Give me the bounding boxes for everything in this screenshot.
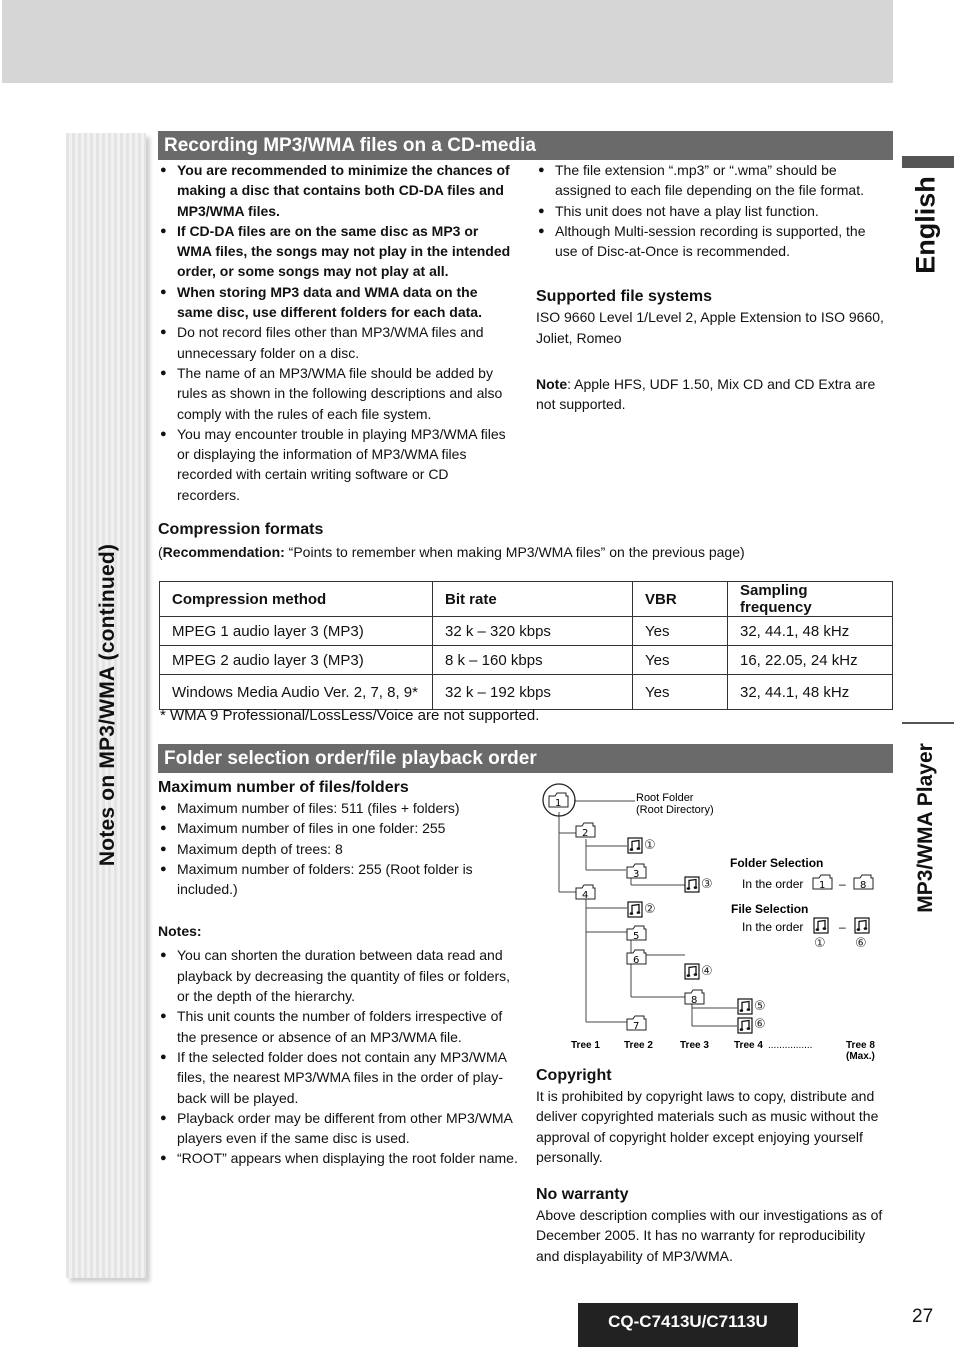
table-row xyxy=(160,617,893,646)
folder-number: 8 xyxy=(691,995,698,1006)
list-item: ● Although Multi-session recording is supported, the use of Disc-at-Once is recommended. xyxy=(536,221,886,262)
table-cell: Windows Media Audio Ver. 2, 7, 8, 9* xyxy=(160,675,433,710)
order-dash: – xyxy=(839,877,846,891)
language-tab xyxy=(906,170,946,280)
language-tab-text: English xyxy=(910,176,941,274)
recommendation-line xyxy=(158,542,893,562)
folder-selection-label: Folder Selection xyxy=(730,856,824,870)
file-number: ③ xyxy=(701,877,713,892)
music-file-icon xyxy=(738,1018,752,1033)
recommendation-label: Recommendation: xyxy=(162,544,285,560)
section1-right-column xyxy=(536,160,886,415)
list-item: ● Maximum number of files: 511 (files + folders) xyxy=(158,798,518,818)
list-item: ● You may encounter trouble in playing MP3/WMA files or displaying the information of MP3/WMA files recorded with certain writing software or CD recorders. xyxy=(158,424,514,505)
folder-number: 1 xyxy=(555,798,562,809)
note-text: : Apple HFS, UDF 1.50, Mix CD and CD Extra are not supported. xyxy=(536,376,876,413)
tree-labels xyxy=(571,1040,875,1062)
table-row xyxy=(160,646,893,675)
list-item: ● You can shorten the duration between data read and playback by decreasing the quantity of files or folders, or the depth of the hierarchy. xyxy=(158,945,518,1006)
list-item: ● The file extension “.mp3” or “.wma” should be assigned to each file depending on the file format. xyxy=(536,160,886,201)
music-file-icon xyxy=(685,877,699,892)
table-cell: 8 k – 160 kbps xyxy=(433,646,633,675)
table-cell: MPEG 1 audio layer 3 (MP3) xyxy=(160,617,433,646)
root-folder-label: Root Folder xyxy=(636,792,694,804)
table-header: Compression method xyxy=(160,582,433,617)
file-number: ① xyxy=(644,838,656,853)
music-file-icon xyxy=(628,902,642,917)
file-number: ④ xyxy=(701,964,713,979)
folder-icon xyxy=(576,823,595,839)
folder-tree-diagram xyxy=(530,780,890,1065)
folder-icon xyxy=(627,926,646,942)
table-cell: Yes xyxy=(633,617,728,646)
table-cell: 32, 44.1, 48 kHz xyxy=(728,617,893,646)
tree-label: Tree 4 xyxy=(734,1040,763,1051)
music-file-icon xyxy=(738,999,752,1014)
copyright-text: It is prohibited by copyright laws to copy, distribute and deliver copyrighted materials such as music without the approval of copyright holder except enjoying yourself personally. xyxy=(536,1088,879,1165)
compression-block xyxy=(158,520,893,562)
model-number-badge: CQ-C7413U/C7113U xyxy=(578,1303,798,1347)
folder-number: 5 xyxy=(633,931,640,942)
tree-dots: ................ xyxy=(768,1040,813,1051)
table-header: VBR xyxy=(633,582,728,617)
max-files-list xyxy=(158,798,518,899)
file-number: ① xyxy=(814,936,826,951)
right-tab-divider xyxy=(902,722,954,724)
in-the-order-label: In the order xyxy=(742,920,804,934)
table-header: Bit rate xyxy=(433,582,633,617)
file-number: ⑥ xyxy=(855,936,867,951)
root-directory-label: (Root Directory) xyxy=(636,804,714,816)
max-files-heading: Maximum number of files/folders xyxy=(158,779,409,796)
section1-left-column xyxy=(158,160,514,505)
folder-number: 8 xyxy=(860,880,867,891)
folder-icon xyxy=(627,950,646,966)
folder-number: 3 xyxy=(633,869,640,880)
folders xyxy=(549,793,873,1032)
compression-heading: Compression formats xyxy=(158,521,324,538)
tree-label: Tree 8 xyxy=(846,1040,875,1051)
section2-left-column xyxy=(158,778,518,1169)
list-item: ● If CD-DA files are on the same disc as MP3 or WMA files, the songs may not play in the intended order, or some songs may not play at all. xyxy=(158,221,514,282)
folder-icon xyxy=(576,885,595,901)
list-item: ● Playback order may be different from other MP3/WMA players even if the same disc is used. xyxy=(158,1108,518,1149)
max-label: (Max.) xyxy=(846,1051,875,1062)
list-item: ● This unit counts the number of folders irrespective of the presence or absence of an MP3/WMA file. xyxy=(158,1006,518,1047)
folder-icon xyxy=(813,875,832,891)
table-row xyxy=(160,675,893,710)
right-bullet-list xyxy=(536,160,886,261)
tree-label: Tree 2 xyxy=(624,1040,653,1051)
folder-number: 6 xyxy=(633,955,640,966)
note-label: Note xyxy=(536,376,568,393)
folder-icon xyxy=(854,875,873,891)
table-header: Sampling frequency xyxy=(728,582,893,617)
folder-number: 7 xyxy=(633,1021,640,1032)
order-dash: – xyxy=(839,920,846,934)
table-cell: MPEG 2 audio layer 3 (MP3) xyxy=(160,646,433,675)
file-number: ⑥ xyxy=(754,1017,766,1032)
list-item: ● If the selected folder does not contain any MP3/WMA files, the nearest MP3/WMA files in the order of play-back will be played. xyxy=(158,1047,518,1108)
copyright-heading: Copyright xyxy=(536,1067,612,1084)
section-folder-order-title: Folder selection order/file playback order xyxy=(158,744,893,773)
folder-icon xyxy=(627,864,646,880)
warranty-text: Above description complies with our investigations as of December 2005. It has no warranty for reproducibility and displayability of MP3/WMA. xyxy=(536,1207,883,1264)
side-title xyxy=(92,135,124,1275)
table-header-row xyxy=(160,582,893,617)
list-item: ● Do not record files other than MP3/WMA files and unnecessary folder on a disc. xyxy=(158,322,514,363)
file-number: ② xyxy=(644,902,656,917)
file-selection-label: File Selection xyxy=(731,902,809,916)
recommendation-open: ( xyxy=(158,544,163,560)
notes-list xyxy=(158,945,518,1168)
file-number: ⑤ xyxy=(754,999,766,1014)
table-cell: 16, 22.05, 24 kHz xyxy=(728,646,893,675)
folder-number: 4 xyxy=(582,890,589,901)
list-item: ● Maximum number of files in one folder: 255 xyxy=(158,818,518,838)
list-item: ● This unit does not have a play list function. xyxy=(536,201,886,221)
list-item: ● Maximum depth of trees: 8 xyxy=(158,839,518,859)
list-item: ● “ROOT” appears when displaying the root folder name. xyxy=(158,1148,518,1168)
table-cell: 32, 44.1, 48 kHz xyxy=(728,675,893,710)
bullet-list xyxy=(158,322,514,505)
music-file-icon xyxy=(685,964,699,979)
recommendation-text: “Points to remember when making MP3/WMA files” on the previous page) xyxy=(284,544,745,560)
in-the-order-label: In the order xyxy=(742,877,804,891)
right-tab-marker xyxy=(902,156,954,168)
compression-table xyxy=(159,581,893,710)
section-tab-text: MP3/WMA Player xyxy=(914,743,937,913)
page-number: 27 xyxy=(912,1306,934,1327)
music-file-icon xyxy=(855,918,869,933)
warranty-heading: No warranty xyxy=(536,1186,629,1204)
notes-heading: Notes: xyxy=(158,923,202,940)
file-systems-text: ISO 9660 Level 1/Level 2, Apple Extension to ISO 9660, Joliet, Romeo xyxy=(536,309,884,346)
table-cell: 32 k – 192 kbps xyxy=(433,675,633,710)
top-gray-band xyxy=(2,0,893,83)
folder-number: 1 xyxy=(819,880,826,891)
tree-label: Tree 1 xyxy=(571,1040,600,1051)
music-file-icon xyxy=(628,838,642,853)
bold-bullet-list xyxy=(158,160,514,322)
file-systems-heading: Supported file systems xyxy=(536,288,713,306)
music-file-icon xyxy=(814,918,828,933)
section2-right-column xyxy=(536,1066,890,1266)
folder-icon xyxy=(685,990,704,1006)
table-footnote: * WMA 9 Professional/LossLess/Voice are not supported. xyxy=(160,707,540,724)
table-cell: Yes xyxy=(633,646,728,675)
side-title-text: Notes on MP3/WMA (continued) xyxy=(96,543,119,867)
file-systems-note xyxy=(536,374,886,415)
list-item: ● Maximum number of folders: 255 (Root folder is included.) xyxy=(158,859,518,900)
table-cell: 32 k – 320 kbps xyxy=(433,617,633,646)
folder-number: 2 xyxy=(582,828,589,839)
table-cell: Yes xyxy=(633,675,728,710)
list-item: ● The name of an MP3/WMA file should be added by rules as shown in the following descriptions and also comply with the rules of each file system. xyxy=(158,363,514,424)
tree-label: Tree 3 xyxy=(680,1040,709,1051)
folder-icon xyxy=(549,793,568,809)
section-tab xyxy=(906,728,946,928)
list-item: ● You are recommended to minimize the chances of making a disc that contains both CD-DA files and MP3/WMA files. xyxy=(158,160,514,221)
folder-icon xyxy=(627,1016,646,1032)
section-recording-title: Recording MP3/WMA files on a CD-media xyxy=(158,131,893,160)
list-item: ● When storing MP3 data and WMA data on the same disc, use different folders for each data. xyxy=(158,282,514,323)
